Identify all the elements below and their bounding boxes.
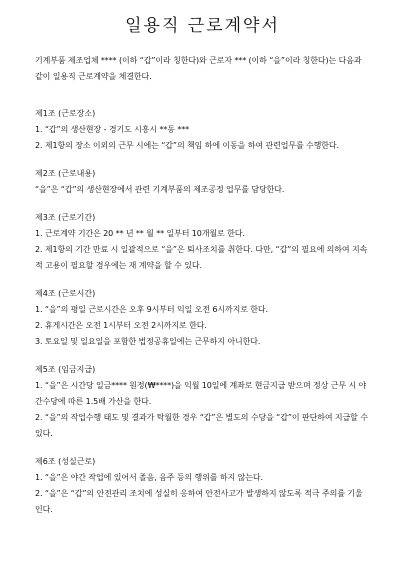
article-clause: 1. “갑”의 생산현장 - 경기도 시흥시 **동 *** — [35, 125, 190, 134]
article-4 — [35, 286, 370, 350]
article-clause: 1. “을”의 평일 근로시간은 오후 9시부터 익일 오전 6시까지로 한다. — [35, 305, 269, 314]
article-2 — [35, 166, 370, 198]
article-clause: 1. “을”은 야간 작업에 있어서 졸음, 음주 등의 행위를 하지 않는다. — [35, 473, 263, 482]
article-heading: 제1조 (근로장소) — [35, 109, 96, 118]
document-title: 일용직 근로계약서 — [125, 16, 280, 36]
article-clause: 2. 제1항의 장소 이외의 근무 시에는 “갑”의 책임 하에 이동을 하여 관련업무를 수행한다. — [35, 141, 339, 150]
article-1 — [35, 106, 370, 154]
article-clause: 3. 토요일 및 일요일을 포함한 법정공휴일에는 근무하지 아니한다. — [35, 337, 261, 346]
article-3 — [35, 210, 370, 274]
article-clause: 2. “을”의 작업수행 태도 및 결과가 탁월한 경우 “갑”은 별도의 수당을 “갑”이 판단하여 지급할 수 있다. — [35, 413, 368, 438]
article-heading: 제5조 (임금지급) — [35, 365, 96, 374]
article-5 — [35, 362, 370, 442]
article-clause: 2. “을”은 “갑”의 안전관리 조치에 성실히 응하여 안전사고가 발생하지 않도록 적극 주의를 기울인다. — [35, 489, 363, 514]
article-clause: 2. 제1항의 기간 만료 시 일괄적으로 “을”은 퇴사조치를 취한다. 다만, “갑”의 필요에 의하여 지속적 고용이 필요할 경우에는 재 계약을 할 수 있다. — [35, 245, 368, 270]
article-heading: 제2조 (근로내용) — [35, 169, 96, 178]
article-heading: 제6조 (성실근로) — [35, 457, 96, 466]
article-heading: 제4조 (근로시간) — [35, 289, 96, 298]
article-clause: 1. 근로계약 기간은 20 ** 년 ** 월 ** 일부터 10개월로 한다. — [35, 229, 245, 238]
intro-paragraph: 기계부품 제조업체 **** (이하 “갑”이라 칭한다)와 근로자 *** (이하 “을”이라 칭한다)는 다음과 같이 일용직 근로계약을 체결한다. — [35, 56, 362, 81]
article-clause: 1. “을”은 시간당 일금**** 원정(₩****)을 익월 10일에 계좌로 현금지급 받으며 정상 근무 시 야간수당에 따른 1.5배 가산을 한다. — [35, 381, 367, 406]
article-clause: “을”은 “갑”의 생산현장에서 관련 기계부품의 제조공정 업무를 담당한다. — [35, 185, 285, 194]
article-6 — [35, 454, 370, 518]
article-clause: 2. 휴게시간은 오전 1시부터 오전 2시까지로 한다. — [35, 321, 207, 330]
article-heading: 제3조 (근로기간) — [35, 213, 96, 222]
